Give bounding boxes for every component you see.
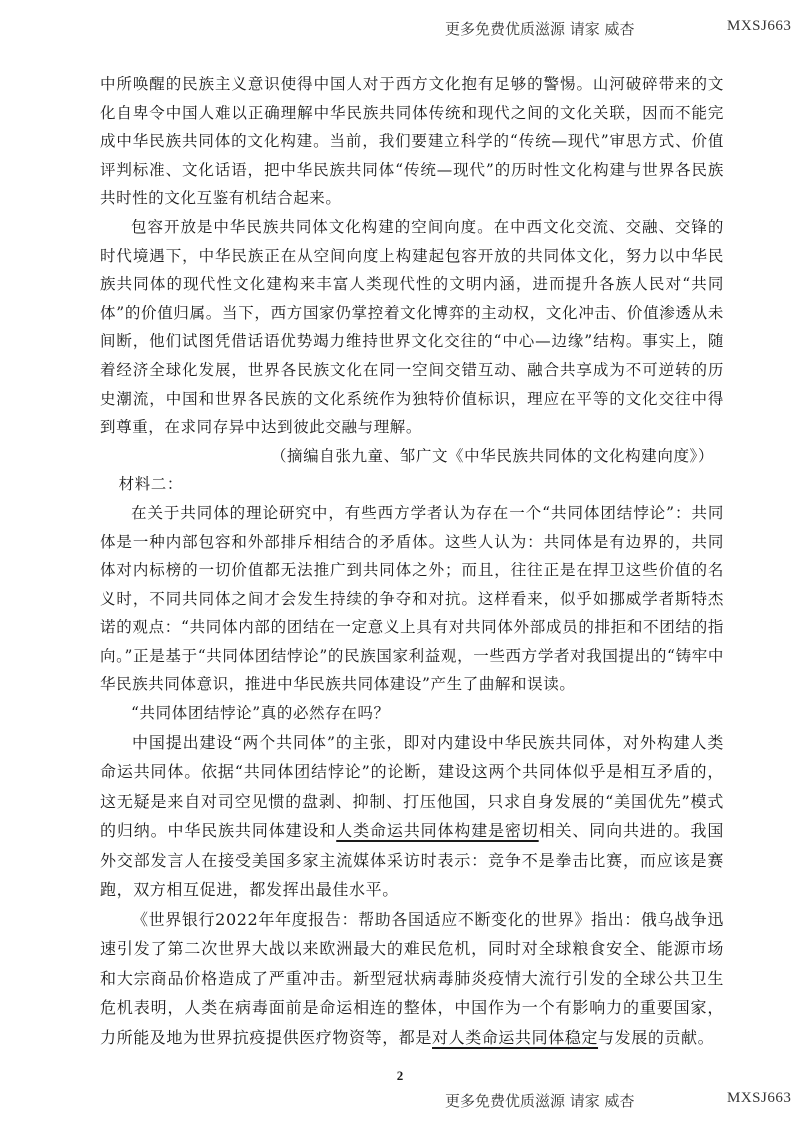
footer-code: MXSJ663: [727, 1090, 792, 1106]
paragraph-5-after: 与发展的贡献。: [598, 1027, 715, 1047]
section-label: 材料二：: [118, 475, 183, 494]
paragraph-4-after: 相关、同向共进的。我国外交部发言人在接受美国多家主流媒体采访时表示：竞争不是拳击比赛，而应该是赛跑，双方相互促进，都发挥出最佳水平。: [100, 821, 725, 900]
underlined-phrase-2: 对人类命运共同体稳定: [432, 1027, 599, 1047]
question-line: “共同体团结悖论”真的必然存在吗？: [131, 704, 390, 723]
page-number: 2: [396, 1068, 404, 1083]
source-citation: （摘编自张九童、邹广文《中华民族共同体的文化构建向度》）: [270, 446, 714, 465]
paragraph-3: 在关于共同体的理论研究中，有些西方学者认为存在一个“共同体团结悖论”：共同体是一种内部包容和外部排斥相结合的矛盾体。这些人认为：共同体是有边界的，共同体对内标榜的一切价值都无法推广到共同体之外；而且，往往正是在捍卫这些价值的名义时，不同共同体之间才会发生持续的争夺和对抗。这样看来，似乎如挪威学者斯特杰诺的观点：“共同体内部的团结在一定意义上具有对共同体外部成员的排拒和不团结的指向。”正是基于“共同体团结悖论”的民族国家利益观，一些西方学者对我国提出的“铸牢中华民族共同体意识，推进中华民族共同体建设”产生了曲解和误读。: [100, 503, 724, 694]
article-body: [100, 70, 724, 1052]
part2-block: [100, 728, 724, 1053]
paragraph-5: [100, 905, 724, 1053]
paragraph-5-before: 《世界银行2022年年度报告：帮助各国适应不断变化的世界》指出：俄乌战争迅速引发了第二次世界大战以来欧洲最大的难民危机，同时对全球粮食安全、能源市场和大宗商品价格造成了严重冲击。新型冠状病毒肺炎疫情大流行引发的全球公共卫生危机表明，人类在病毒面前是命运相连的整体，中国作为一个有影响力的重要国家，力所能及地为世界抗疫提供医疗物资等，都是: [100, 909, 724, 1047]
underlined-phrase-1: 人类命运共同体构建是密切: [336, 821, 539, 841]
header-code: MXSJ663: [727, 18, 792, 34]
header-text: 更多免费优质滋源 请家 威杏: [445, 20, 635, 38]
footer-text: 更多免费优质滋源 请家 威杏: [445, 1092, 635, 1110]
paragraph-4: [100, 728, 724, 905]
paragraph-1: 中所唤醒的民族主义意识使得中国人对于西方文化抱有足够的警惕。山河破碎带来的文化自卑令中国人难以正确理解中华民族共同体传统和现代之间的文化关联，因而不能完成中华民族共同体的文化构建。当前，我们要建立科学的“传统—现代”审思方式、价值评判标准、文化话语，把中华民族共同体“传统—现代”的历时性文化构建与世界各民族共时性的文化互鉴有机结合起来。: [100, 75, 724, 208]
paragraph-2: 包容开放是中华民族共同体文化构建的空间向度。在中西文化交流、交融、交锋的时代境遇下，中华民族正在从空间向度上构建起包容开放的共同体文化，努力以中华民族共同体的现代性文化建构来丰富人类现代性的文明内涵，进而提升各族人民对“共同体”的价值归属。当下，西方国家仍掌控着文化博弈的主动权，文化冲击、价值渗透从未间断，他们试图凭借话语优势竭力维持世界文化交往的“中心—边缘”结构。事实上，随着经济全球化发展，世界各民族文化在同一空间交错互动、融合共享成为不可逆转的历史潮流，中国和世界各民族的文化系统作为独特价值标识，理应在平等的文化交往中得到尊重，在求同存异中达到彼此交融与理解。: [100, 217, 724, 437]
paragraph-4-before: 中国提出建设“两个共同体”的主张，即对内建设中华民族共同体，对外构建人类命运共同体。依据“共同体团结悖论”的论断，建设这两个共同体似乎是相互矛盾的，这无疑是来自对司空见惯的盘剥、抑制、打压他国，只求自身发展的“美国优先”模式的归纳。中华民族共同体建设和: [100, 732, 724, 841]
